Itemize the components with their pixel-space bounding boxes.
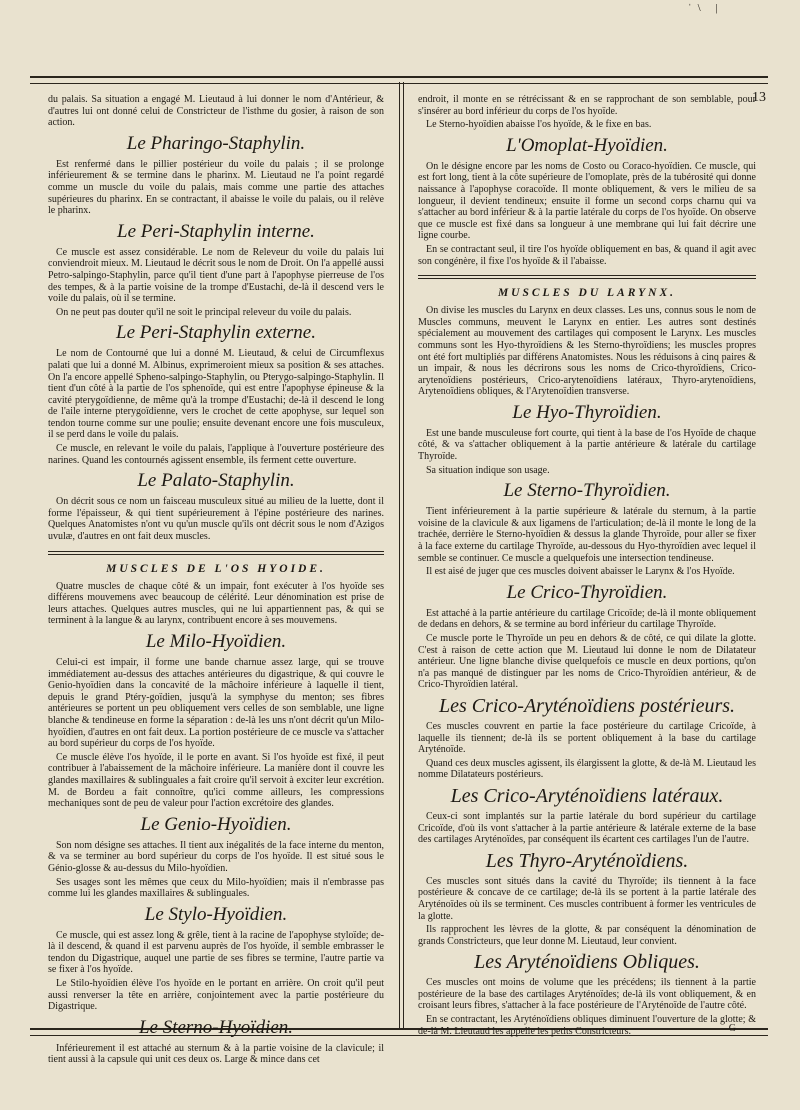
page-frame bbox=[30, 76, 768, 1066]
left-column bbox=[48, 94, 384, 1066]
paragraph: Ce muscle est assez considérable. Le nom de Releveur du voile du palais lui conviendroit mieux. M. Lieutaud le décrit sous le nom de Droit. On l'a appellé aussi Petro-salpingo-Staphylin, parce qu'il tient d'une part à l'apophyse pierreuse de l'os des tempes, & à la partie voisine de la trompe d'Eustachi, de-là il descend vers le voile du palais, où il se termine. bbox=[48, 246, 384, 305]
paragraph: Celui-ci est impair, il forme une bande charnue assez large, qui se trouve immédiatement au-dessus des attaches antérieures du digastrique, & qui couvre le Genio-hyoïdien dans la concavité de la mâchoire inférieure à laquelle il tient, depuis le grand Ptéry-goïdien, jusqu'à la symphyse du menton; ses fibres antérieures se portent un peu obliquement vers celles de son semblable, une ligne blanche & tendineuse en forme la séparation : de-là les uns n'ont décrit qu'un Milo-hyoïdien, d'autres en ont fait deux. La portion postérieure de ce muscle va s'attacher au bord supérieur du corps de l'os hyoïde. bbox=[48, 657, 384, 750]
paragraph: Le Stilo-hyoïdien élève l'os hyoïde en le portant en arrière. On croit qu'il peut aussi renverser la tête en arrière, conjointement avec la partie postérieure du Digastrique. bbox=[48, 978, 384, 1013]
section-heading: Le Crico-Thyroïdien. bbox=[506, 581, 668, 603]
paragraph: Est renfermé dans le pillier postérieur du voile du palais ; il se prolonge inférieurement & se termine dans le pharinx. M. Lieutaud ne l'a point regardé comme un muscle du voile du palais, mais comme une partie des attaches supérieures du pharinx. En se contractant, il abaisse le voile du palais, ou il relève le pharinx. bbox=[48, 158, 384, 217]
paragraph: Est une bande musculeuse fort courte, qui tient à la base de l'os Hyoïde de chaque côté, & va s'attacher obliquement à la partie antérieure & latérale du cartilage Thyroïde. bbox=[418, 427, 756, 463]
paragraph: Sa situation indique son usage. bbox=[426, 464, 550, 476]
paragraph: Le Sterno-hyoïdien abaisse l'os hyoïde, & le fixe en bas. bbox=[426, 119, 652, 131]
paragraph: On divise les muscles du Larynx en deux classes. Les uns, connus sous le nom de Muscles communs, meuvent le Larynx en entier. Les autres sont destinés spécialement au mouvement des cartilages qui composent le Larynx. Les muscles communs sont les Hyo-thyroïdiens & les Sterno-thyroïdiens; les muscles propres ont été fort multipliés par différens Anatomistes. Nous les réduisons à cinq paires & un impair, & nous les décrirons sous les noms de Crico-thyroïdiens, Crico-arytenoïdiens postérieurs, Crico-arytenoïdiens latéraux, Thyro-arytenoïdiens, Arytenoïdiens obliques, & l'Arytenoïdien transverse. bbox=[418, 305, 756, 398]
paragraph: Ces muscles couvrent en partie la face postérieure du cartilage Cricoïde, à laquelle ils tiennent; de-là ils se portent obliquement à la base du cartilage Aryténoïde. bbox=[418, 720, 756, 756]
section-heading: Les Crico-Aryténoïdiens latéraux. bbox=[450, 784, 724, 807]
section-heading: Le Stylo-Hyoïdien. bbox=[144, 903, 288, 925]
paragraph: Est attaché à la partie antérieure du cartilage Cricoïde; de-là il monte obliquement de dedans en dehors, & se termine au bord inférieur du cartilage Thyroïde. bbox=[418, 607, 756, 631]
paragraph: Il est aisé de juger que ces muscles doivent abaisser le Larynx & l'os Hyoïde. bbox=[426, 566, 735, 578]
paragraph: En se contractant, les Aryténoïdiens obliques diminuent l'ouverture de la glotte; & de-là M. Lieutaud les appelle les petits Constricteurs. bbox=[418, 1014, 756, 1037]
paragraph: endroit, il monte en se rétrécissant & en se rapprochant de son semblable, pour s'insérer au bord inférieur du corps de l'os hyoïde. bbox=[418, 94, 756, 117]
paragraph: Ce muscle porte le Thyroïde un peu en dehors & de côté, ce qui dilate la glotte. C'est à raison de cette action que M. Lieutaud lui donne le nom de Dilatateur antérieur. Une ligne blanche divise quelquefois ce muscle en deux portions, qu'on n'a pas manqué de distinguer par les noms de Crico-Thyroïdien antérieur, & de Crico-Thyroïdien latéral. bbox=[418, 633, 756, 691]
section-heading: Les Crico-Aryténoïdiens postérieurs. bbox=[438, 694, 736, 717]
paragraph: Ses usages sont les mêmes que ceux du Milo-hyoïdien; mais il n'embrasse pas comme lui les glandes maxillaires & sublinguales. bbox=[48, 876, 384, 900]
paragraph: Le nom de Contourné que lui a donné M. Lieutaud, & celui de Circumflexus palati que lui a donné M. Albinus, exprimeroient mieux sa position & ses attaches. On l'a encore appellé Spheno-salpingo-Staphylin, ou Pterygo-salpingo-Staphylin. Il tient d'un côté à la partie de l'os sphenoïde, qui est entre l'apophyse épineuse & la cavité pterygoïdienne, de même qu'à la trompe d'Eustachi; de-là il descend le long de l'aile interne pterygoïdienne, vers le crochet de cette apophyse, sur lequel son tendon tourne comme sur une poulie; ensuite devenant encore une fois musculeux, il se perd dans le voile du palais. bbox=[48, 348, 384, 441]
paragraph: On le désigne encore par les noms de Costo ou Coraco-hyoïdien. Ce muscle, qui est fort long, tient à la côte supérieure de l'omoplate, près de la tubérosité qui donne naissance à l'apophyse coracoïde. Il monte obliquement, & vers le milieu de sa longueur, il devient tendineux; ensuite il forme un second corps charnu qui va s'attacher au bord inférieur & à la partie latérale du corps de l'os hyoïde. On observe que ce muscle est fixé dans sa longueur à une membrane qui lui fait décrire une ligne courbe. bbox=[418, 160, 756, 242]
paragraph: Tient inférieurement à la partie supérieure & latérale du sternum, à la partie voisine de la clavicule & aux ligamens de l'articulation; de-là il monte le long de la trachée, derrière le Sterno-hyoïdien & dessus la glande Thyroïde, pour aller se fixer à la face externe du cartilage Thyroïde, au-dessous du Hyo-thyroïdien avec lequel il semble se continuer. Ce muscle a quelquefois une intersection tendineuse. bbox=[418, 506, 756, 564]
paragraph: Inférieurement il est attaché au sternum & à la partie voisine de la clavicule; il tient aussi à la capsule qui unit ces deux os. Large & mince dans cet bbox=[48, 1042, 384, 1066]
paragraph: Son nom désigne ses attaches. Il tient aux inégalités de la face interne du menton, & va se terminer au bord supérieur du corps de l'os hyoïde. Il est situé sous le Génio-glosse & au-dessus du Milo-hyoïdien. bbox=[48, 839, 384, 874]
paragraph: du palais. Sa situation a engagé M. Lieutaud à lui donner le nom d'Antérieur, & d'autres lui ont donné celui de Constricteur de l'isthme du gosier, à raison de son action. bbox=[48, 94, 384, 129]
paragraph: Ce muscle, en relevant le voile du palais, l'applique à l'ouverture postérieure des narines. Quand les contournés agissent ensemble, ils ferment cette ouverture. bbox=[48, 443, 384, 466]
paragraph: Ce muscle élève l'os hyoïde, il le porte en avant. Si l'os hyoïde est fixé, il peut contribuer à l'abaissement de la mâchoire inférieure. La manière dont il couvre les glandes maxillaires & sublinguales a fait croire qu'il servoit à exciter leur excrétion. M. de Bordeu a fait connoître, qu'ici comme ailleurs, les compressions mechaniques sont de peu de valeur pour l'action excrétoire des glandes. bbox=[48, 751, 384, 810]
section-separator bbox=[418, 275, 756, 279]
paragraph: On décrit sous ce nom un faisceau musculeux situé au milieu de la luette, dont il forme l'épaisseur, & qui tient supérieurement à l'épine postérieure des narines. Quelques Anatomistes n'ont vu qu'un muscle qu'ils ont décrit sous le nom d'Azigos uvulæ, d'autres en ont fait deux muscles. bbox=[48, 496, 384, 543]
section-heading: Les Thyro-Aryténoïdiens. bbox=[485, 849, 689, 872]
section-separator bbox=[48, 551, 384, 555]
paragraph: On ne peut pas douter qu'il ne soit le principal releveur du voile du palais. bbox=[56, 306, 352, 318]
chapter-heading: MUSCLES DE L'OS HYOIDE. bbox=[106, 562, 326, 575]
section-heading: Le Genio-Hyoïdien. bbox=[140, 813, 292, 835]
section-heading: Le Pharingo-Staphylin. bbox=[126, 132, 306, 154]
paragraph: Ce muscle, qui est assez long & grêle, tient à la racine de l'apophyse styloïde; de-là il descend, & quand il est parvenu auprès de l'os hyoïde, il semble embrasser le tendon du Digastrique, auquel une partie de ses fibres se termine, l'autre partie va se fixer à l'os hyoïde. bbox=[48, 929, 384, 976]
paragraph: En se contractant seul, il tire l'os hyoïde obliquement en bas, & quand il agit avec son congénère, il fixe l'os hyoïde & il l'abaisse. bbox=[418, 243, 756, 267]
section-heading: Le Palato-Staphylin. bbox=[137, 470, 295, 492]
chapter-heading: MUSCLES DU LARYNX. bbox=[497, 287, 677, 300]
right-column bbox=[418, 94, 756, 1037]
paragraph: Quatre muscles de chaque côté & un impair, font exécuter à l'os hyoïde ses différens mouvemens avec beaucoup de célérité. Leur dénomination est prise de leurs attaches. Quelques autres muscles, qui ne lui appartiennent pas, & qui se terminent à la langue & au larynx, contribuent encore à ses mouvemens. bbox=[48, 580, 384, 627]
section-heading: Le Milo-Hyoïdien. bbox=[145, 631, 287, 652]
section-heading: Le Peri-Staphylin interne. bbox=[117, 220, 315, 242]
paragraph: Ceux-ci sont implantés sur la partie latérale du bord supérieur du cartilage Cricoïde, d'où ils vont s'attacher à la partie antérieure & latérale externe de la base des cartilages Aryténoïdes, par conséquent ils écartent ces cartilages l'un de l'autre. bbox=[418, 810, 756, 846]
column-divider bbox=[399, 82, 404, 1030]
paragraph: Ils rapprochent les lèvres de la glotte, & par conséquent la dénomination de grands Constricteurs, que leur donne M. Lieutaud, leur convient. bbox=[418, 924, 756, 947]
section-heading: Les Aryténoïdiens Obliques. bbox=[474, 951, 700, 974]
corner-marks: ˈ\ | bbox=[688, 2, 724, 14]
paragraph: Ces muscles ont moins de volume que les précédens; ils tiennent à la partie postérieure de la base des cartilages Aryténoïdes; de-là ils vont obliquement, & en croisant leurs fibres, s'attacher à la face postérieure de l'Aryténoïde de l'autre côté. bbox=[418, 977, 756, 1012]
section-heading: L'Omoplat-Hyoïdien. bbox=[506, 134, 668, 156]
paragraph: Ces muscles sont situés dans la cavité du Thyroïde; ils tiennent à la face postérieure & concave de ce cartilage; de-là ils se portent à la partie latérale des Aryténoïdes où ils se terminent. Ces muscles contribuent à former les ventricules de la glotte. bbox=[418, 875, 756, 922]
section-heading: Le Sterno-Hyoïdien. bbox=[138, 1016, 294, 1038]
section-heading: Le Peri-Staphylin externe. bbox=[116, 322, 316, 344]
signature-mark: G bbox=[728, 1023, 736, 1034]
section-heading: Le Hyo-Thyroïdien. bbox=[512, 401, 662, 423]
page-number: 13 bbox=[752, 90, 766, 105]
section-heading: Le Sterno-Thyroïdien. bbox=[503, 480, 671, 502]
paragraph: Quand ces deux muscles agissent, ils élargissent la glotte, & de-là M. Lieutaud les nomme Dilatateurs postérieurs. bbox=[418, 757, 756, 781]
